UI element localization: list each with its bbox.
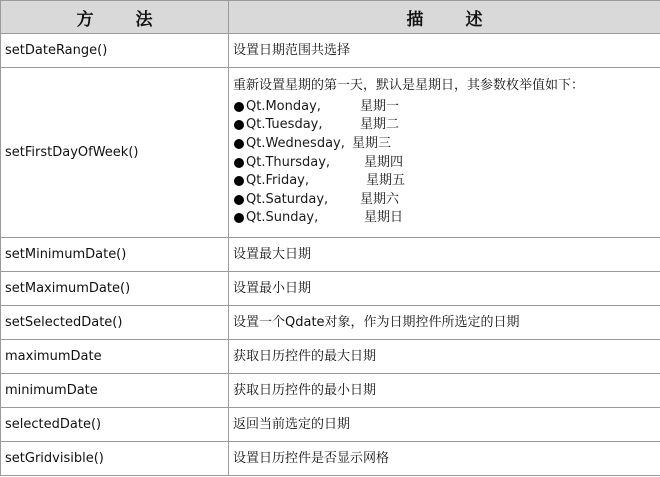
enum-value: Qt.Monday, xyxy=(246,98,321,114)
table-row xyxy=(1,272,660,306)
table-row xyxy=(1,374,660,408)
bullet-icon xyxy=(234,120,244,130)
list-item xyxy=(233,135,656,154)
enum-label: 星期三 xyxy=(352,135,392,151)
description-cell xyxy=(229,68,660,238)
list-item xyxy=(233,172,656,191)
enum-value: Qt.Wednesday, xyxy=(246,135,345,151)
description-text: 设置一个Qdate对象，作为日期控件所选定的日期 xyxy=(233,314,520,330)
bullet-icon xyxy=(234,213,244,223)
description-cell xyxy=(229,408,660,442)
method-cell: minimumDate xyxy=(1,374,229,408)
description-cell xyxy=(229,442,660,476)
description-text: 设置日期范围共选择 xyxy=(233,42,351,58)
list-item xyxy=(233,209,656,228)
list-item xyxy=(233,190,656,209)
table-row xyxy=(1,238,660,272)
bullet-icon xyxy=(234,158,244,168)
table-row xyxy=(1,442,660,476)
enum-value: Qt.Sunday, xyxy=(246,210,319,226)
enum-label: 星期一 xyxy=(360,98,400,114)
enum-value: Qt.Friday, xyxy=(246,173,309,189)
enum-value: Qt.Tuesday, xyxy=(246,117,323,133)
enum-label: 星期五 xyxy=(366,173,406,189)
description-cell xyxy=(229,238,660,272)
method-cell: setFirstDayOfWeek() xyxy=(1,68,229,238)
method-cell: setMinimumDate() xyxy=(1,238,229,272)
enum-label: 星期六 xyxy=(360,191,400,207)
enum-label: 星期二 xyxy=(360,117,400,133)
enum-value: Qt.Thursday, xyxy=(246,154,331,170)
method-cell: selectedDate() xyxy=(1,408,229,442)
header-method: 方 法 xyxy=(1,1,229,34)
table-row xyxy=(1,340,660,374)
description-cell xyxy=(229,306,660,340)
bullet-icon xyxy=(234,102,244,112)
table-row xyxy=(1,68,660,238)
method-cell: setSelectedDate() xyxy=(1,306,229,340)
description-text: 设置最小日期 xyxy=(233,280,312,296)
list-item xyxy=(233,153,656,172)
description-text: 设置日历控件是否显示网格 xyxy=(233,450,390,466)
table-header-row xyxy=(1,1,660,34)
list-item xyxy=(233,116,656,135)
enum-list xyxy=(233,97,656,227)
enum-value: Qt.Saturday, xyxy=(246,191,329,207)
method-cell: setMaximumDate() xyxy=(1,272,229,306)
table-row xyxy=(1,306,660,340)
enum-label: 星期日 xyxy=(364,210,404,226)
description-cell xyxy=(229,340,660,374)
table-row xyxy=(1,34,660,68)
list-item xyxy=(233,97,656,116)
description-text: 返回当前选定的日期 xyxy=(233,416,351,432)
description-text: 设置最大日期 xyxy=(233,246,312,262)
table-row xyxy=(1,408,660,442)
description-text: 获取日历控件的最大日期 xyxy=(233,348,377,364)
bullet-icon xyxy=(234,139,244,149)
enum-label: 星期四 xyxy=(364,154,404,170)
bullet-icon xyxy=(234,176,244,186)
description-text: 获取日历控件的最小日期 xyxy=(233,382,377,398)
method-cell: setGridvisible() xyxy=(1,442,229,476)
description-cell xyxy=(229,272,660,306)
description-cell xyxy=(229,34,660,68)
method-cell: maximumDate xyxy=(1,340,229,374)
description-text: 重新设置星期的第一天，默认是星期日，其参数枚举值如下： xyxy=(233,78,585,94)
description-cell xyxy=(229,374,660,408)
bullet-icon xyxy=(234,195,244,205)
method-cell: setDateRange() xyxy=(1,34,229,68)
header-description: 描 述 xyxy=(229,1,660,34)
